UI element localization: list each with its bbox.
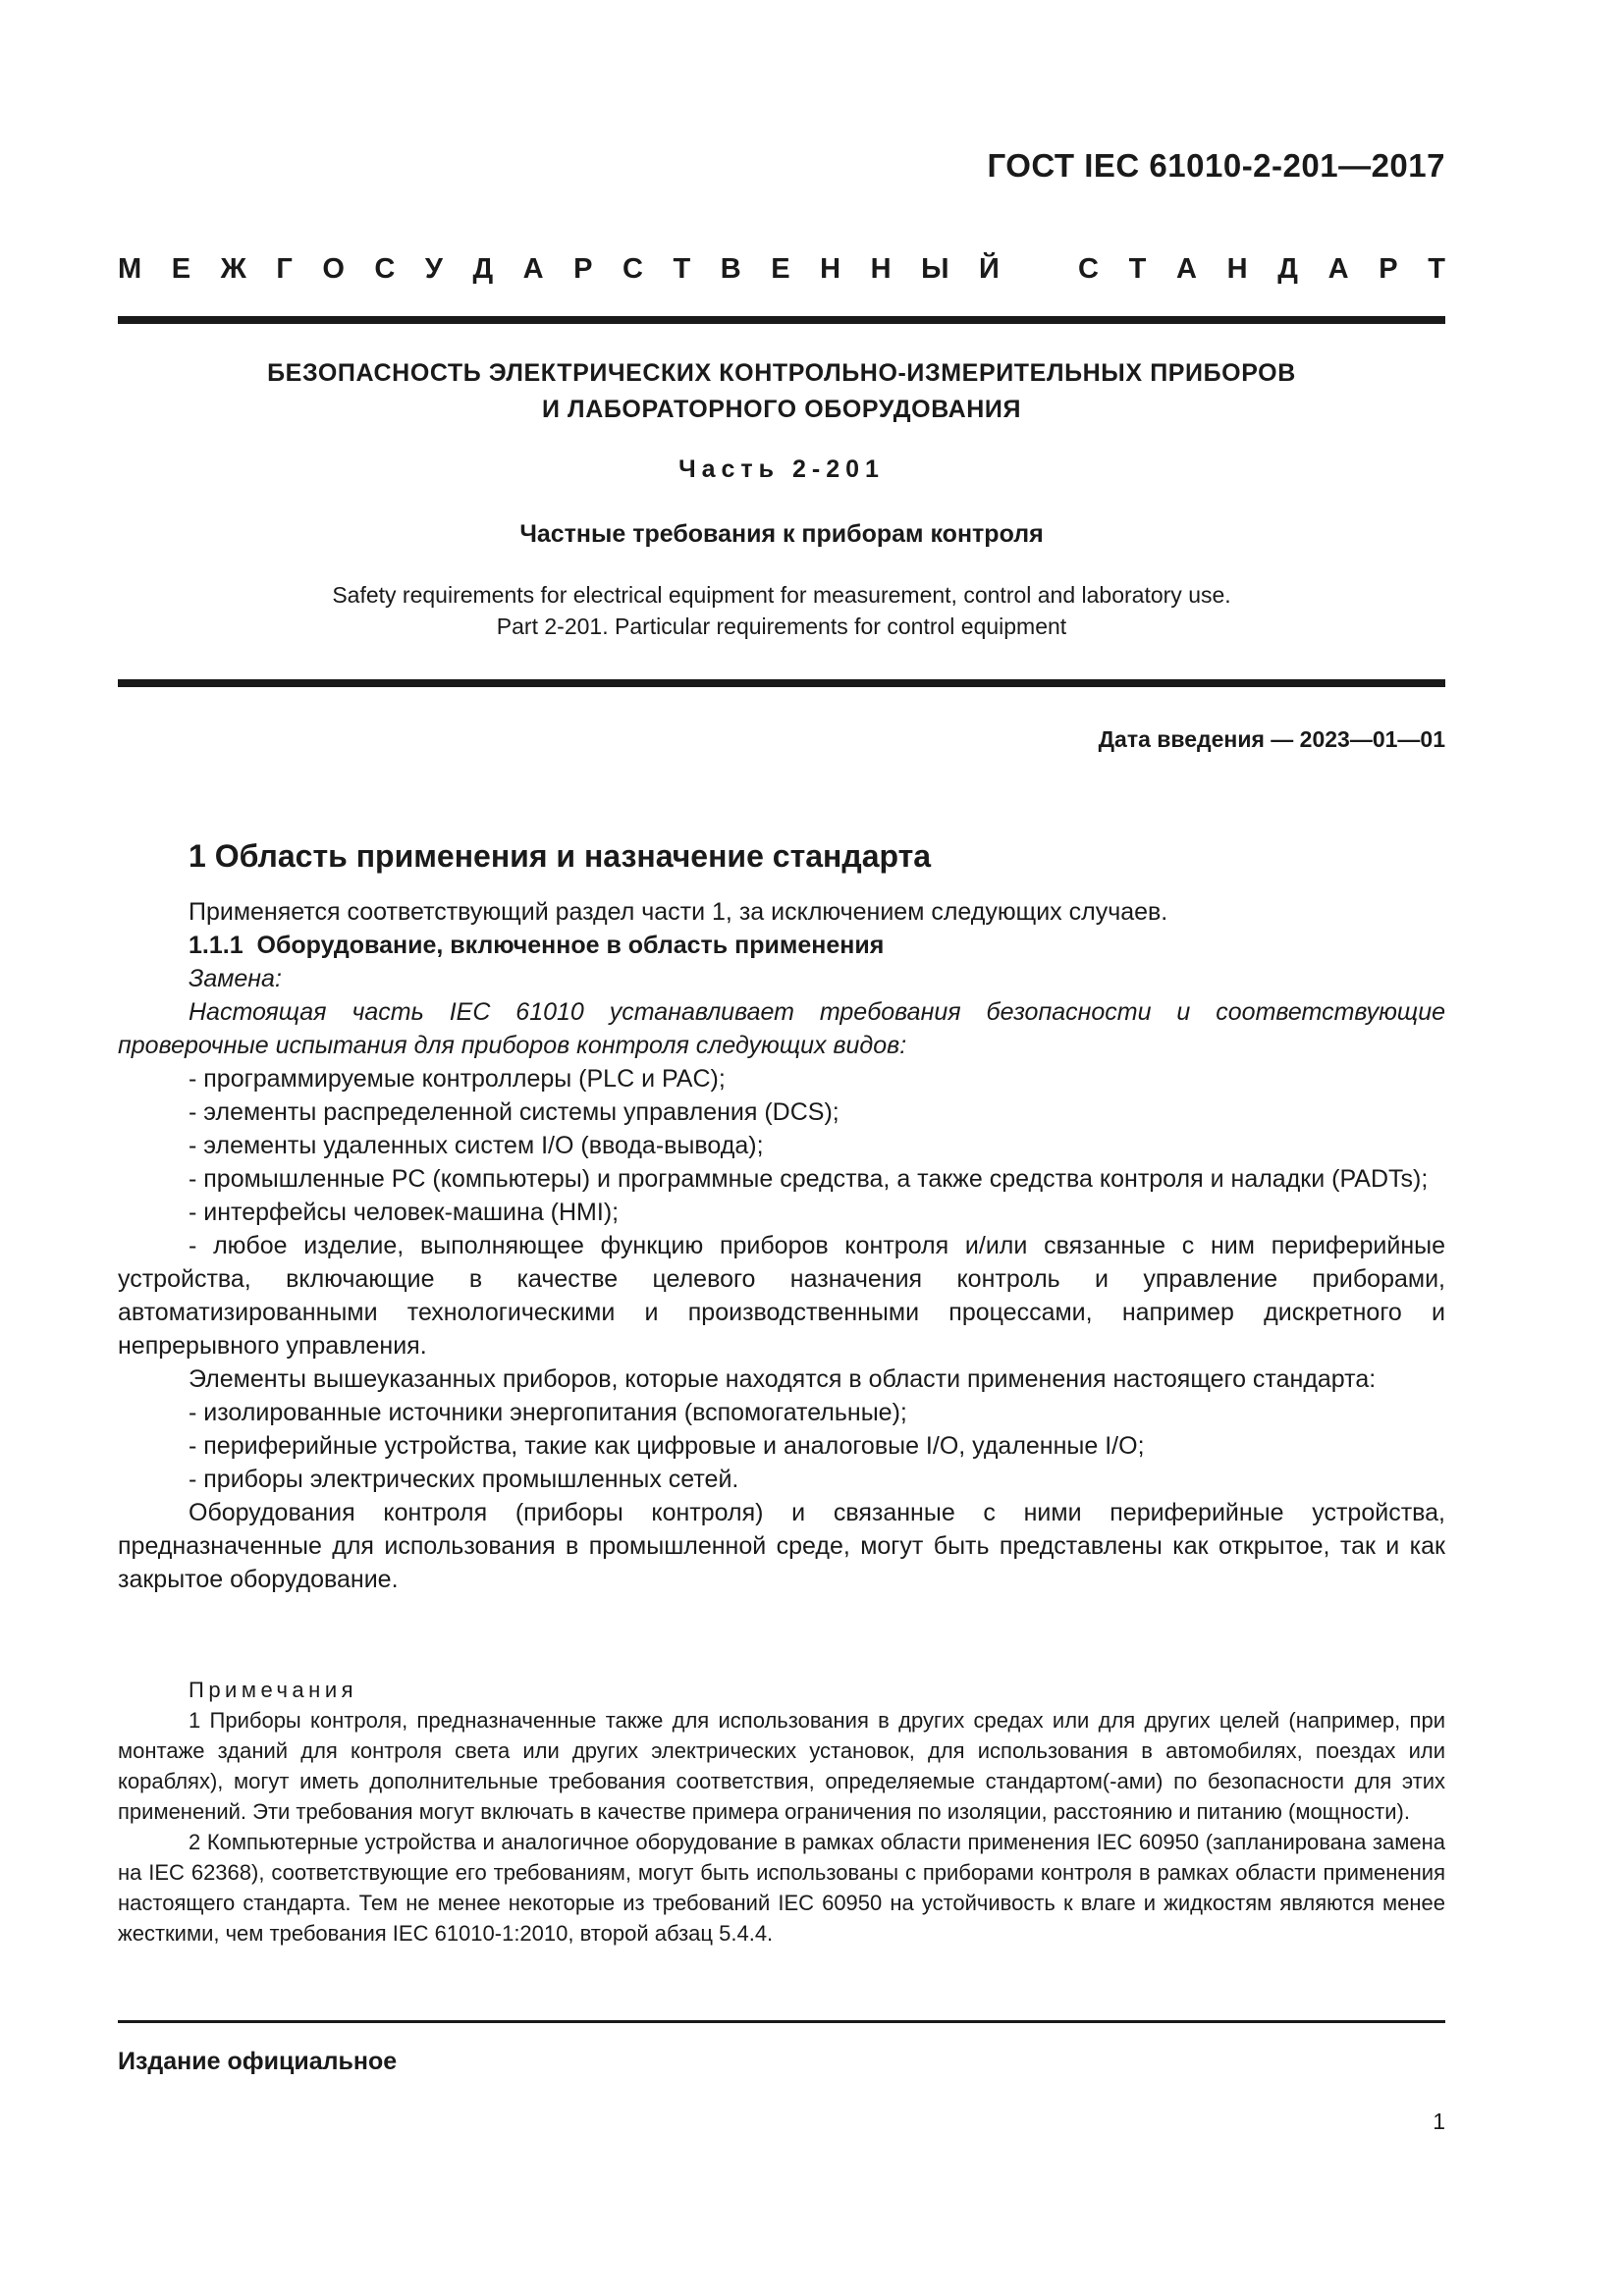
banner-letter: Т <box>1128 253 1147 285</box>
banner-letter: Й <box>979 253 1000 285</box>
list-item: - периферийные устройства, такие как цифровые и аналоговые I/O, удаленные I/O; <box>189 1432 1145 1460</box>
banner-letter: Е <box>171 253 191 285</box>
notes-heading: Примечания <box>189 1678 358 1702</box>
list-item: - промышленные PC (компьютеры) и программные средства, а также средства контроля и наладки (PADTs); <box>189 1165 1429 1193</box>
banner-letter: Е <box>771 253 790 285</box>
part-number: Часть 2-201 <box>678 455 885 483</box>
section-body <box>118 895 1445 1596</box>
paragraph: Оборудования контроля (приборы контроля) и связанные с ними периферийные устройства, предназначенные для использования в промышленной среде, могут быть представлены как открытое, так и как закрытое оборудование. <box>118 1499 1445 1593</box>
scope-paragraph: Настоящая часть IEC 61010 устанавливает требования безопасности и соответствующие проверочные испытания для приборов контроля следующих видов: <box>118 998 1445 1059</box>
banner-letter: Н <box>820 253 841 285</box>
list-item: - приборы электрических промышленных сетей. <box>189 1466 739 1493</box>
banner-word-interstate <box>118 253 1000 286</box>
banner-letter: Ж <box>220 253 246 285</box>
paragraph: Применяется соответствующий раздел части 1, за исключением следующих случаев. <box>189 898 1168 926</box>
english-title <box>118 579 1445 642</box>
banner-letter: А <box>522 253 544 285</box>
banner-letter: Д <box>1277 253 1298 285</box>
introduction-date: Дата введения — 2023—01—01 <box>1098 726 1445 752</box>
banner-letter: А <box>1176 253 1197 285</box>
list-item: - элементы распределенной системы управления (DCS); <box>189 1098 839 1126</box>
banner-letter: Р <box>1379 253 1398 285</box>
banner-letter: А <box>1327 253 1349 285</box>
banner-letter: У <box>424 253 443 285</box>
banner-letter: М <box>118 253 142 285</box>
banner-letter: Т <box>1428 253 1445 285</box>
list-item: - интерфейсы человек-машина (HMI); <box>189 1199 620 1226</box>
banner-letter: Т <box>673 253 691 285</box>
title-divider <box>118 679 1445 687</box>
banner-letter: Ы <box>921 253 949 285</box>
list-item: - изолированные источники энергопитания (вспомогательные); <box>189 1399 907 1426</box>
notes-block <box>118 1675 1445 1949</box>
banner-letter: О <box>322 253 345 285</box>
document-code: ГОСТ IEC 61010-2-201—2017 <box>987 147 1445 184</box>
banner-letter: С <box>374 253 396 285</box>
replace-label: Замена: <box>189 965 282 992</box>
clause-title: Оборудование, включенное в область применения <box>256 932 885 959</box>
english-title-line-2: Part 2-201. Particular requirements for control equipment <box>496 614 1067 639</box>
footer-divider <box>118 2020 1445 2023</box>
banner-letter: Н <box>1226 253 1248 285</box>
clause-heading <box>118 929 1445 962</box>
list-item: - программируемые контроллеры (PLC и PAC); <box>189 1065 726 1093</box>
title-line-1: БЕЗОПАСНОСТЬ ЭЛЕКТРИЧЕСКИХ КОНТРОЛЬНО-ИЗМЕРИТЕЛЬНЫХ ПРИБОРОВ <box>267 359 1296 387</box>
page-number: 1 <box>1433 2109 1445 2134</box>
banner-letter: С <box>623 253 643 285</box>
official-edition-label: Издание официальное <box>118 2048 398 2075</box>
note-item: 1 Приборы контроля, предназначенные также для использования в других средах или для других целей (например, при монтаже зданий для контроля света или других электрических установок, для использования в автомобилях, поездах или кораблях), могут иметь дополнительные требования соответствия, определяемые стандартом(-ами) по безопасности для этих применений. Эти требования могут включать в качестве примера ограничения по изоляции, расстоянию и питанию (мощности). <box>118 1708 1445 1824</box>
list-item: - любое изделие, выполняющее функцию приборов контроля и/или связанные с ним периферийные устройства, включающие в качестве целевого назначения контроль и управление приборами, автоматизированными технологическими и производственными процессами, например дискретного и непрерывного управления. <box>118 1232 1445 1360</box>
header-divider <box>118 316 1445 324</box>
list-item: - элементы удаленных систем I/O (ввода-вывода); <box>189 1132 764 1159</box>
title-line-2: И ЛАБОРАТОРНОГО ОБОРУДОВАНИЯ <box>541 396 1022 423</box>
english-title-line-1: Safety requirements for electrical equipment for measurement, control and laboratory use. <box>332 582 1231 608</box>
banner-letter: Д <box>472 253 494 285</box>
banner-letter: Н <box>870 253 892 285</box>
standard-type-banner <box>118 253 1445 286</box>
note-item: 2 Компьютерные устройства и аналогичное оборудование в рамках области применения IEC 60950 (запланирована замена на IEC 62368), соответствующие его требованиям, могут быть использованы с приборами контроля в рамках области применения настоящего стандарта. Тем не менее некоторые из требований IEC 60950 на устойчивость к влаге и жидкостям являются менее жесткими, чем требования IEC 61010-1:2010, второй абзац 5.4.4. <box>118 1830 1445 1946</box>
paragraph: Элементы вышеуказанных приборов, которые находятся в области применения настоящего стандарта: <box>189 1365 1377 1393</box>
banner-letter: Г <box>276 253 293 285</box>
part-subtitle: Частные требования к приборам контроля <box>519 520 1044 548</box>
banner-word-standard <box>1078 253 1445 286</box>
banner-letter: С <box>1078 253 1099 285</box>
section-heading: 1 Область применения и назначение стандарта <box>189 838 932 874</box>
document-title <box>118 355 1445 428</box>
banner-letter: Р <box>573 253 593 285</box>
clause-number: 1.1.1 <box>189 932 244 959</box>
banner-letter: В <box>720 253 741 285</box>
